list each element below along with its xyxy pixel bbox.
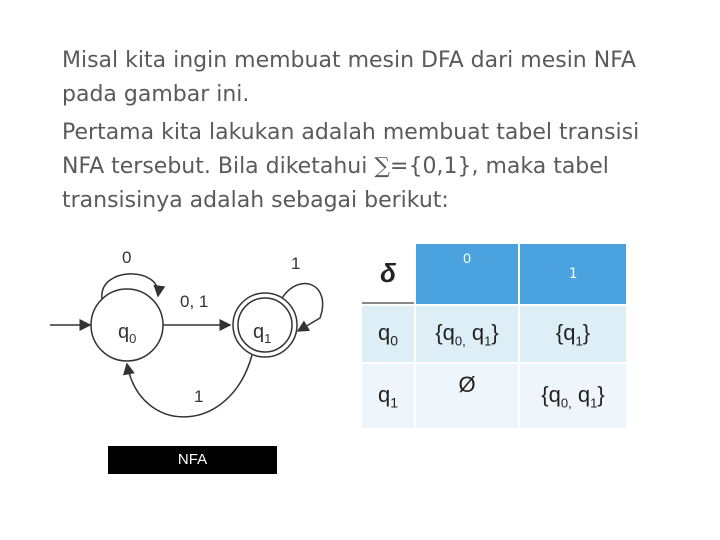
transition-text-after: , maka tabel transisinya adalah sebagai berikut: xyxy=(62,154,609,213)
transition-paragraph xyxy=(62,116,682,218)
cell-q0-0: {$q_{0,}$ $q_1$} xyxy=(414,304,518,362)
table-row xyxy=(362,362,626,428)
state-q1 xyxy=(233,293,297,357)
intro-text: Misal kita ingin membuat mesin DFA dari mesin NFA pada gambar ini. xyxy=(62,48,636,107)
loop-q0-label: 0 xyxy=(122,248,132,267)
nfa-diagram xyxy=(40,236,340,446)
row-state-q1: $q_1$ xyxy=(362,362,414,428)
table-header-1: 1 xyxy=(518,244,626,304)
table-header-0: 0 xyxy=(414,244,518,304)
sigma-symbol: ∑ xyxy=(374,154,391,179)
transition-table xyxy=(362,244,626,428)
row-state-q0: $q_0$ xyxy=(362,304,414,362)
nfa-caption: NFA xyxy=(108,446,277,474)
alphabet-set: ={0,1} xyxy=(390,154,472,179)
table-header-row xyxy=(362,244,626,304)
loop-q0 xyxy=(102,274,158,299)
state-q0-label: $q_0$ xyxy=(118,321,137,346)
table-corner-delta: δ xyxy=(362,244,414,304)
cell-q1-0: Ø xyxy=(414,362,518,428)
loop-q1 xyxy=(282,283,323,331)
transition-text-before: Pertama kita lakukan adalah membuat tabel transisi NFA tersebut. Bila diketahui xyxy=(62,120,640,179)
state-q1-label: $q_1$ xyxy=(253,321,272,346)
loop-q1-label: 1 xyxy=(291,254,301,273)
cell-q1-1: {$q_{0,}$ $q_1$} xyxy=(518,362,626,428)
edge-q0-q1-label: 0, 1 xyxy=(180,292,209,311)
table-row xyxy=(362,304,626,362)
cell-q0-1: $\{q_1\}$ xyxy=(518,304,626,362)
edge-q1-q0-label: 1 xyxy=(194,387,204,406)
intro-paragraph xyxy=(62,44,682,112)
edge-q1-q0 xyxy=(127,355,252,417)
